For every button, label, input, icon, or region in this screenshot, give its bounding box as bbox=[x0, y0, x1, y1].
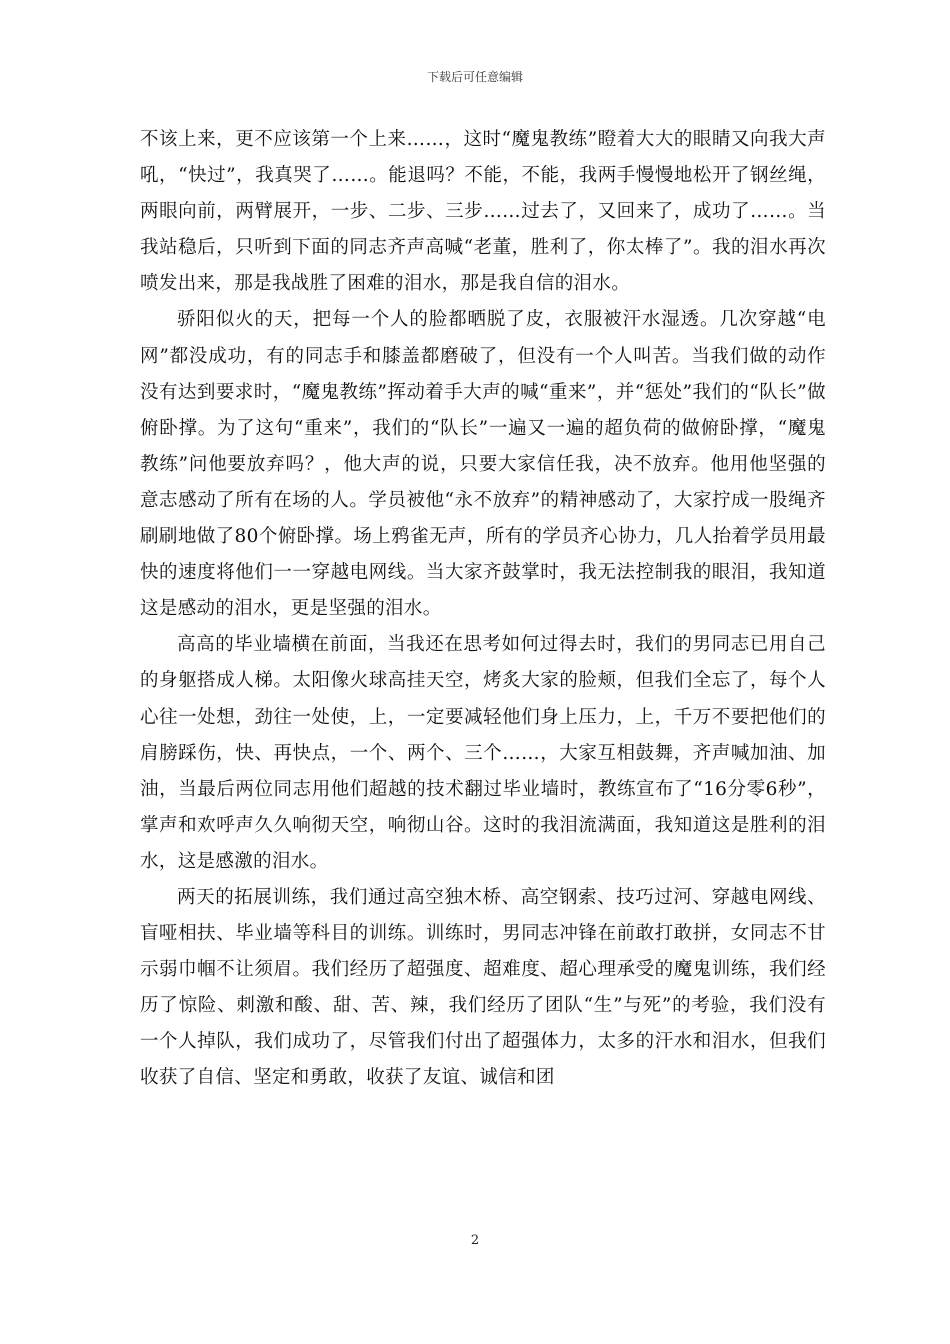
page-header: 下载后可任意编辑 bbox=[426, 70, 523, 84]
document-body bbox=[140, 122, 826, 1097]
paragraph-3: 高高的毕业墙横在前面，当我还在思考如何过得去时，我们的男同志已用自己的身躯搭成人梯。太阳像火球高挂天空，烤炙大家的脸颊，但我们全忘了，每个人心往一处想，劲往一处使，上，一定要减轻他们身上压力，上，千万不要把他们的肩膀踩伤，快、再快点，一个、两个、三个……，大家互相鼓舞，齐声喊加油、加油，当最后两位同志用他们超越的技术翻过毕业墙时，教练宣布了“16分零6秒”，掌声和欢呼声久久响彻天空，响彻山谷。这时的我泪流满面，我知道这是胜利的泪水，这是感激的泪水。 bbox=[140, 634, 826, 872]
paragraph-1: 不该上来，更不应该第一个上来……，这时“魔鬼教练”瞪着大大的眼睛又向我大声吼，“快过”，我真哭了……。能退吗？不能，不能，我两手慢慢地松开了钢丝绳，两眼向前，两臂展开，一步、二步、三步……过去了，又回来了，成功了……。当我站稳后，只听到下面的同志齐声高喊“老董，胜利了，你太棒了”。我的泪水再次喷发出来，那是我战胜了困难的泪水，那是我自信的泪水。 bbox=[140, 129, 826, 295]
paragraph-2: 骄阳似火的天，把每一个人的脸都晒脱了皮，衣服被汗水湿透。几次穿越“电网”都没成功，有的同志手和膝盖都磨破了，但没有一个人叫苦。当我们做的动作没有达到要求时，“魔鬼教练”挥动着手大声的喊“重来”，并“惩处”我们的“队长”做俯卧撑。为了这句“重来”，我们的“队长”一遍又一遍的超负荷的做俯卧撑，“魔鬼教练”问他要放弃吗？，他大声的说，只要大家信任我，决不放弃。他用他坚强的意志感动了所有在场的人。学员被他“永不放弃”的精神感动了，大家拧成一股绳齐刷刷地做了80个俯卧撑。场上鸦雀无声，所有的学员齐心协力，几人抬着学员用最快的速度将他们一一穿越电网线。当大家齐鼓掌时，我无法控制我的眼泪，我知道这是感动的泪水，更是坚强的泪水。 bbox=[140, 309, 826, 620]
paragraph-4: 两天的拓展训练，我们通过高空独木桥、高空钢索、技巧过河、穿越电网线、盲哑相扶、毕业墙等科目的训练。训练时，男同志冲锋在前敢打敢拼，女同志不甘示弱巾帼不让须眉。我们经历了超强度、超难度、超心理承受的魔鬼训练，我们经历了惊险、刺激和酸、甜、苦、辣，我们经历了团队“生”与死”的考验，我们没有一个人掉队，我们成功了，尽管我们付出了超强体力，太多的汗水和泪水，但我们收获了自信、坚定和勇敢，收获了友谊、诚信和团 bbox=[140, 886, 826, 1089]
page-number: 2 bbox=[470, 1233, 480, 1248]
